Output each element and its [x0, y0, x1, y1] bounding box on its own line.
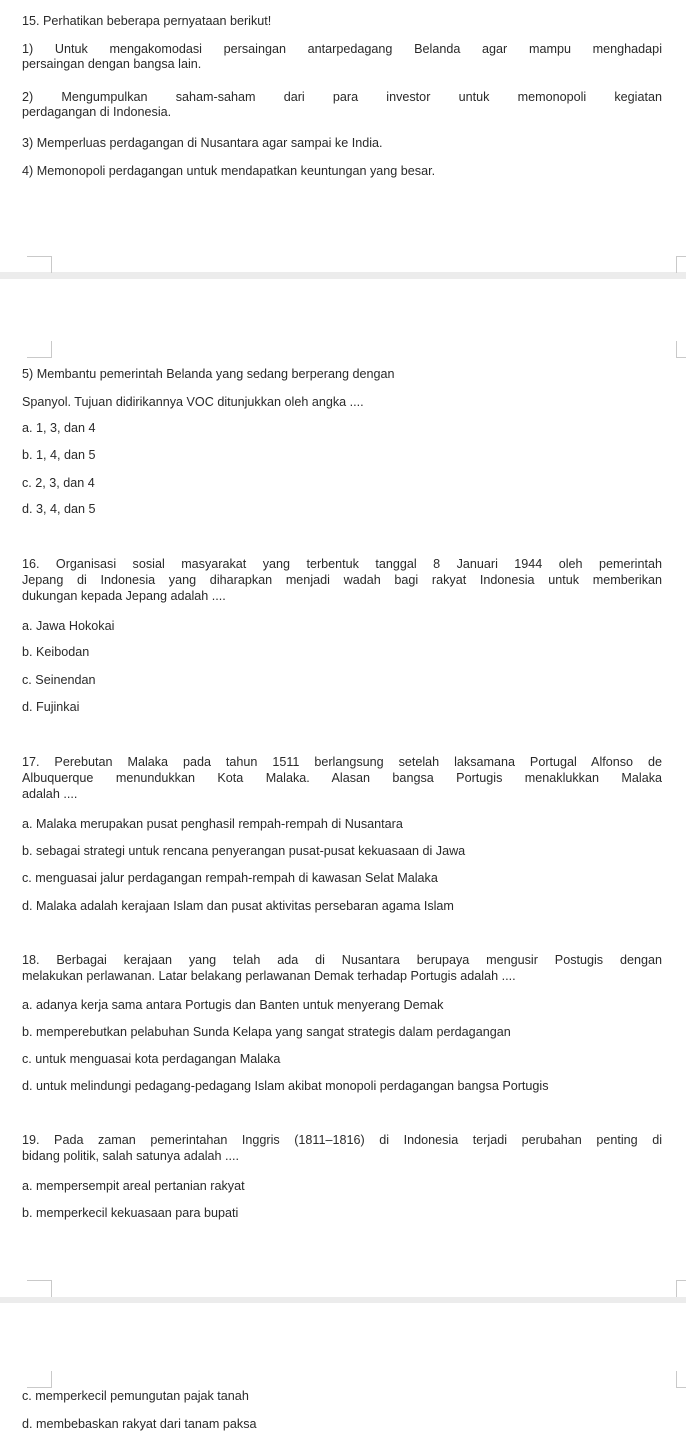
question-17-line-3: adalah ....: [22, 787, 78, 801]
option-19-b[interactable]: b. memperkecil kekuasaan para bupati: [22, 1206, 239, 1220]
crop-mark: [27, 1371, 52, 1388]
question-18-line-1: 18. Berbagai kerajaan yang telah ada di Nusantara berupaya mengusir Postugis dengan: [22, 953, 662, 967]
statement-2: 2) Mengumpulkan saham-saham dari para investor untuk memonopoli kegiatan: [22, 90, 662, 104]
option-19-c[interactable]: c. memperkecil pemungutan pajak tanah: [22, 1389, 249, 1403]
crop-mark: [27, 341, 52, 358]
option-15-c[interactable]: c. 2, 3, dan 4: [22, 476, 95, 490]
option-16-b[interactable]: b. Keibodan: [22, 645, 90, 659]
question-15-text: Spanyol. Tujuan didirikannya VOC ditunjukkan oleh angka ....: [22, 395, 364, 409]
option-17-a[interactable]: a. Malaka merupakan pusat penghasil rempah-rempah di Nusantara: [22, 817, 403, 831]
crop-mark: [27, 256, 52, 273]
statement-4: 4) Memonopoli perdagangan untuk mendapatkan keuntungan yang besar.: [22, 164, 436, 178]
option-16-d[interactable]: d. Fujinkai: [22, 700, 80, 714]
crop-mark: [27, 1280, 52, 1297]
question-15-stem: 15. Perhatikan beberapa pernyataan berikut!: [22, 14, 272, 28]
crop-mark: [676, 256, 686, 273]
question-16-line-1: 16. Organisasi sosial masyarakat yang terbentuk tanggal 8 Januari 1944 oleh pemerintah: [22, 557, 662, 571]
option-18-c[interactable]: c. untuk menguasai kota perdagangan Malaka: [22, 1052, 281, 1066]
crop-mark: [676, 1280, 686, 1297]
question-17-line-1: 17. Perebutan Malaka pada tahun 1511 berlangsung setelah laksamana Portugal Alfonso de: [22, 755, 662, 769]
option-18-b[interactable]: b. memperebutkan pelabuhan Sunda Kelapa yang sangat strategis dalam perdagangan: [22, 1025, 511, 1039]
option-15-a[interactable]: a. 1, 3, dan 4: [22, 421, 96, 435]
question-17-line-2: Albuquerque menundukkan Kota Malaka. Alasan bangsa Portugis menaklukkan Malaka: [22, 771, 662, 785]
question-16-line-3: dukungan kepada Jepang adalah ....: [22, 589, 226, 603]
statement-1: 1) Untuk mengakomodasi persaingan antarpedagang Belanda agar mampu menghadapi: [22, 42, 662, 56]
option-18-a[interactable]: a. adanya kerja sama antara Portugis dan Banten untuk menyerang Demak: [22, 998, 444, 1012]
option-16-a[interactable]: a. Jawa Hokokai: [22, 619, 115, 633]
option-17-b[interactable]: b. sebagai strategi untuk rencana penyerangan pusat-pusat kekuasaan di Jawa: [22, 844, 466, 858]
option-16-c[interactable]: c. Seinendan: [22, 673, 96, 687]
page-gap: [0, 272, 686, 279]
statement-5: 5) Membantu pemerintah Belanda yang sedang berperang dengan: [22, 367, 395, 381]
option-19-d[interactable]: d. membebaskan rakyat dari tanam paksa: [22, 1417, 257, 1431]
question-19-line-2: bidang politik, salah satunya adalah ....: [22, 1149, 240, 1163]
crop-mark: [676, 1371, 686, 1388]
option-15-d[interactable]: d. 3, 4, dan 5: [22, 502, 96, 516]
question-19-line-1: 19. Pada zaman pemerintahan Inggris (1811–1816) di Indonesia terjadi perubahan penting di: [22, 1133, 662, 1147]
statement-3: 3) Memperluas perdagangan di Nusantara agar sampai ke India.: [22, 136, 383, 150]
option-18-d[interactable]: d. untuk melindungi pedagang-pedagang Islam akibat monopoli perdagangan bangsa Portugis: [22, 1079, 549, 1093]
statement-1-cont: persaingan dengan bangsa lain.: [22, 57, 202, 71]
option-19-a[interactable]: a. mempersempit areal pertanian rakyat: [22, 1179, 245, 1193]
question-16-line-2: Jepang di Indonesia yang diharapkan menjadi wadah bagi rakyat Indonesia untuk memberikan: [22, 573, 662, 587]
option-17-c[interactable]: c. menguasai jalur perdagangan rempah-rempah di kawasan Selat Malaka: [22, 871, 438, 885]
statement-2-cont: perdagangan di Indonesia.: [22, 105, 172, 119]
option-15-b[interactable]: b. 1, 4, dan 5: [22, 448, 96, 462]
question-18-line-2: melakukan perlawanan. Latar belakang perlawanan Demak terhadap Portugis adalah ....: [22, 969, 516, 983]
option-17-d[interactable]: d. Malaka adalah kerajaan Islam dan pusat aktivitas persebaran agama Islam: [22, 899, 454, 913]
crop-mark: [676, 341, 686, 358]
